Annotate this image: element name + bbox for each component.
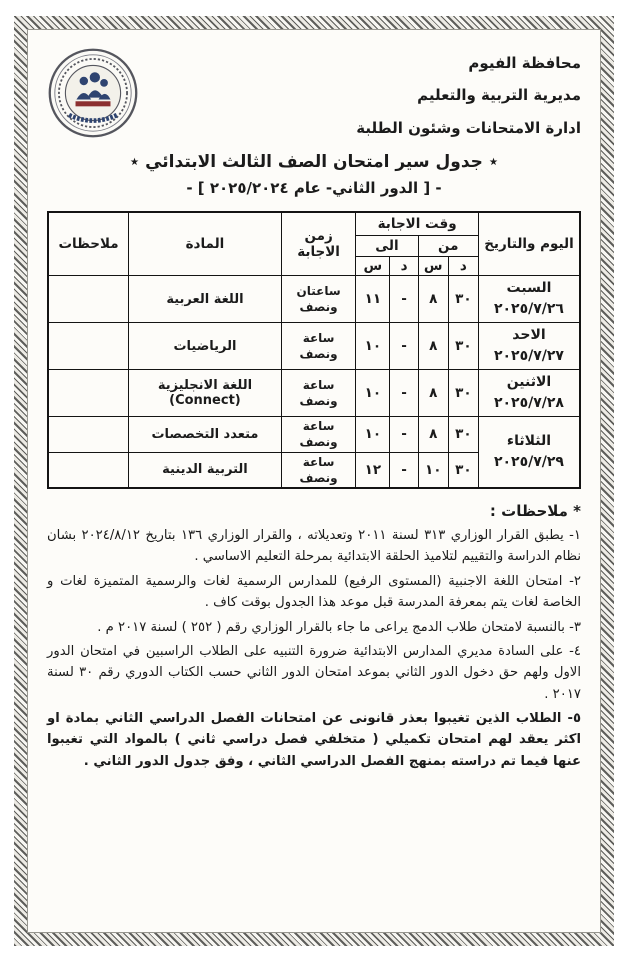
document-page xyxy=(14,16,614,946)
org-block xyxy=(356,45,581,144)
letterhead xyxy=(47,45,581,144)
day-date-cell xyxy=(478,276,580,323)
from-hours-cell: ٨ xyxy=(418,323,448,370)
to-minutes-cell: - xyxy=(390,276,418,323)
org-line-governorate: محافظة الفيوم xyxy=(468,54,581,72)
day-date-cell xyxy=(478,417,580,488)
subject-cell: متعدد التخصصات xyxy=(129,417,282,452)
duration-cell: ساعة ونصف xyxy=(281,323,355,370)
to-minutes-cell: - xyxy=(390,323,418,370)
subject-cell: التربية الدينية xyxy=(129,452,282,488)
schedule-row-tuesday-1 xyxy=(48,417,580,452)
to-hours-cell: ١٠ xyxy=(356,370,390,417)
day-date: ٢٠٢٥/٧/٢٦ xyxy=(493,301,564,318)
header-to: الى xyxy=(356,236,418,257)
duration-cell: ساعتان ونصف xyxy=(281,276,355,323)
to-hours-cell: ١٢ xyxy=(356,452,390,488)
from-hours-cell: ٨ xyxy=(418,417,448,452)
header-from-hours: س xyxy=(418,257,448,276)
page-subtitle: - [ الدور الثاني- عام ٢٠٢٥/٢٠٢٤ ] - xyxy=(186,178,442,197)
header-to-hours: س xyxy=(356,257,390,276)
header-answer-time: وقت الاجابة xyxy=(356,212,479,236)
directorate-seal-icon xyxy=(47,47,139,143)
to-hours-cell: ١١ xyxy=(356,276,390,323)
header-from-minutes: د xyxy=(448,257,478,276)
org-line-directorate: مديرية التربية والتعليم xyxy=(417,86,581,105)
org-line-exams-administration: ادارة الامتحانات وشئون الطلبة xyxy=(356,118,581,137)
notes-section xyxy=(47,502,581,772)
note-item-4: ٤- على السادة مديري المدارس الابتدائية ضرورة التنبيه على الطلاب الراسبين في امتحان الدور الاول ولهم حق دخول الدور الثاني بموعد امتحان الدور الثاني حسب الكتاب الدوري رقم ٣٠ لسنة ٢٠١٧ . xyxy=(47,643,581,702)
notes-cell xyxy=(48,417,129,452)
notes-heading: * ملاحظات : xyxy=(489,502,581,520)
page-content xyxy=(27,29,601,933)
notes-cell xyxy=(48,276,129,323)
from-minutes-cell: ٣٠ xyxy=(448,370,478,417)
day-date: ٢٠٢٥/٧/٢٧ xyxy=(493,348,564,365)
duration-cell: ساعة ونصف xyxy=(281,452,355,488)
note-item-1: ١- يطبق القرار الوزاري ٣١٣ لسنة ٢٠١١ وتعديلاته ، والقرار الوزاري ١٣٦ بتاريخ ٢٠٢٤/٨/١٢ بشان نظام الدراسة والتقييم لتلاميذ الحلقة الابتدائية بمرحلة التعليم الاساسي . xyxy=(47,528,581,565)
from-minutes-cell: ٣٠ xyxy=(448,417,478,452)
from-minutes-cell: ٣٠ xyxy=(448,452,478,488)
subject-cell: اللغة العربية xyxy=(129,276,282,323)
header-duration: زمن الاجابة xyxy=(281,212,355,276)
notes-cell xyxy=(48,323,129,370)
schedule-row-monday xyxy=(48,370,580,417)
to-minutes-cell: - xyxy=(390,417,418,452)
to-hours-cell: ١٠ xyxy=(356,417,390,452)
from-hours-cell: ١٠ xyxy=(418,452,448,488)
duration-cell: ساعة ونصف xyxy=(281,417,355,452)
to-minutes-cell: - xyxy=(390,370,418,417)
day-date-cell xyxy=(478,370,580,417)
header-from: من xyxy=(418,236,478,257)
day-date: ٢٠٢٥/٧/٢٨ xyxy=(493,395,564,412)
notes-cell xyxy=(48,370,129,417)
from-hours-cell: ٨ xyxy=(418,276,448,323)
exam-schedule-table xyxy=(47,211,581,489)
subject-cell: الرياضيات xyxy=(129,323,282,370)
subject-cell: اللغة الانجليزية (Connect) xyxy=(129,370,282,417)
page-title: ٭ جدول سير امتحان الصف الثالث الابتدائي ٭ xyxy=(129,151,499,172)
schedule-row-sunday xyxy=(48,323,580,370)
note-item-5: ٥- الطلاب الذين تغيبوا بعذر قانونى عن امتحانات الفصل الدراسي الثاني بمادة او اكثر يعقد لهم امتحان تكميلي ( متخلفي فصل دراسي ثاني ) بالمواد التي تغيبوا عنها فيما تم دراسته بمنهج الفصل الدراسي الثاني ، وفق جدول الدور الثاني . xyxy=(47,711,581,769)
note-item-3: ٣- بالنسبة لامتحان طلاب الدمج يراعى ما جاء بالقرار الوزاري رقم ( ٢٥٢ ) لسنة ٢٠١٧ م . xyxy=(97,619,581,635)
day-date: ٢٠٢٥/٧/٢٩ xyxy=(493,454,564,471)
note-item-2: ٢- امتحان اللغة الاجنبية (المستوى الرفيع) للمدارس الرسمية لغات والرسمية المتميزة لغات و الخاصة لغات يتم بمعرفة المدرسة قبل موعد هذا الجدول بوقت كاف . xyxy=(47,573,581,611)
from-hours-cell: ٨ xyxy=(418,370,448,417)
day-date-cell xyxy=(478,323,580,370)
from-minutes-cell: ٣٠ xyxy=(448,276,478,323)
day-name: الثلاثاء xyxy=(506,433,551,450)
duration-cell: ساعة ونصف xyxy=(281,370,355,417)
notes-cell xyxy=(48,452,129,488)
day-name: الاثنين xyxy=(506,374,552,391)
header-day-date: اليوم والتاريخ xyxy=(478,212,580,276)
to-hours-cell: ١٠ xyxy=(356,323,390,370)
schedule-row-saturday xyxy=(48,276,580,323)
header-subject: المادة xyxy=(129,212,282,276)
to-minutes-cell: - xyxy=(390,452,418,488)
header-notes: ملاحظات xyxy=(48,212,129,276)
day-name: السبت xyxy=(506,280,552,297)
header-to-minutes: د xyxy=(390,257,418,276)
day-name: الاحد xyxy=(512,327,546,344)
from-minutes-cell: ٣٠ xyxy=(448,323,478,370)
